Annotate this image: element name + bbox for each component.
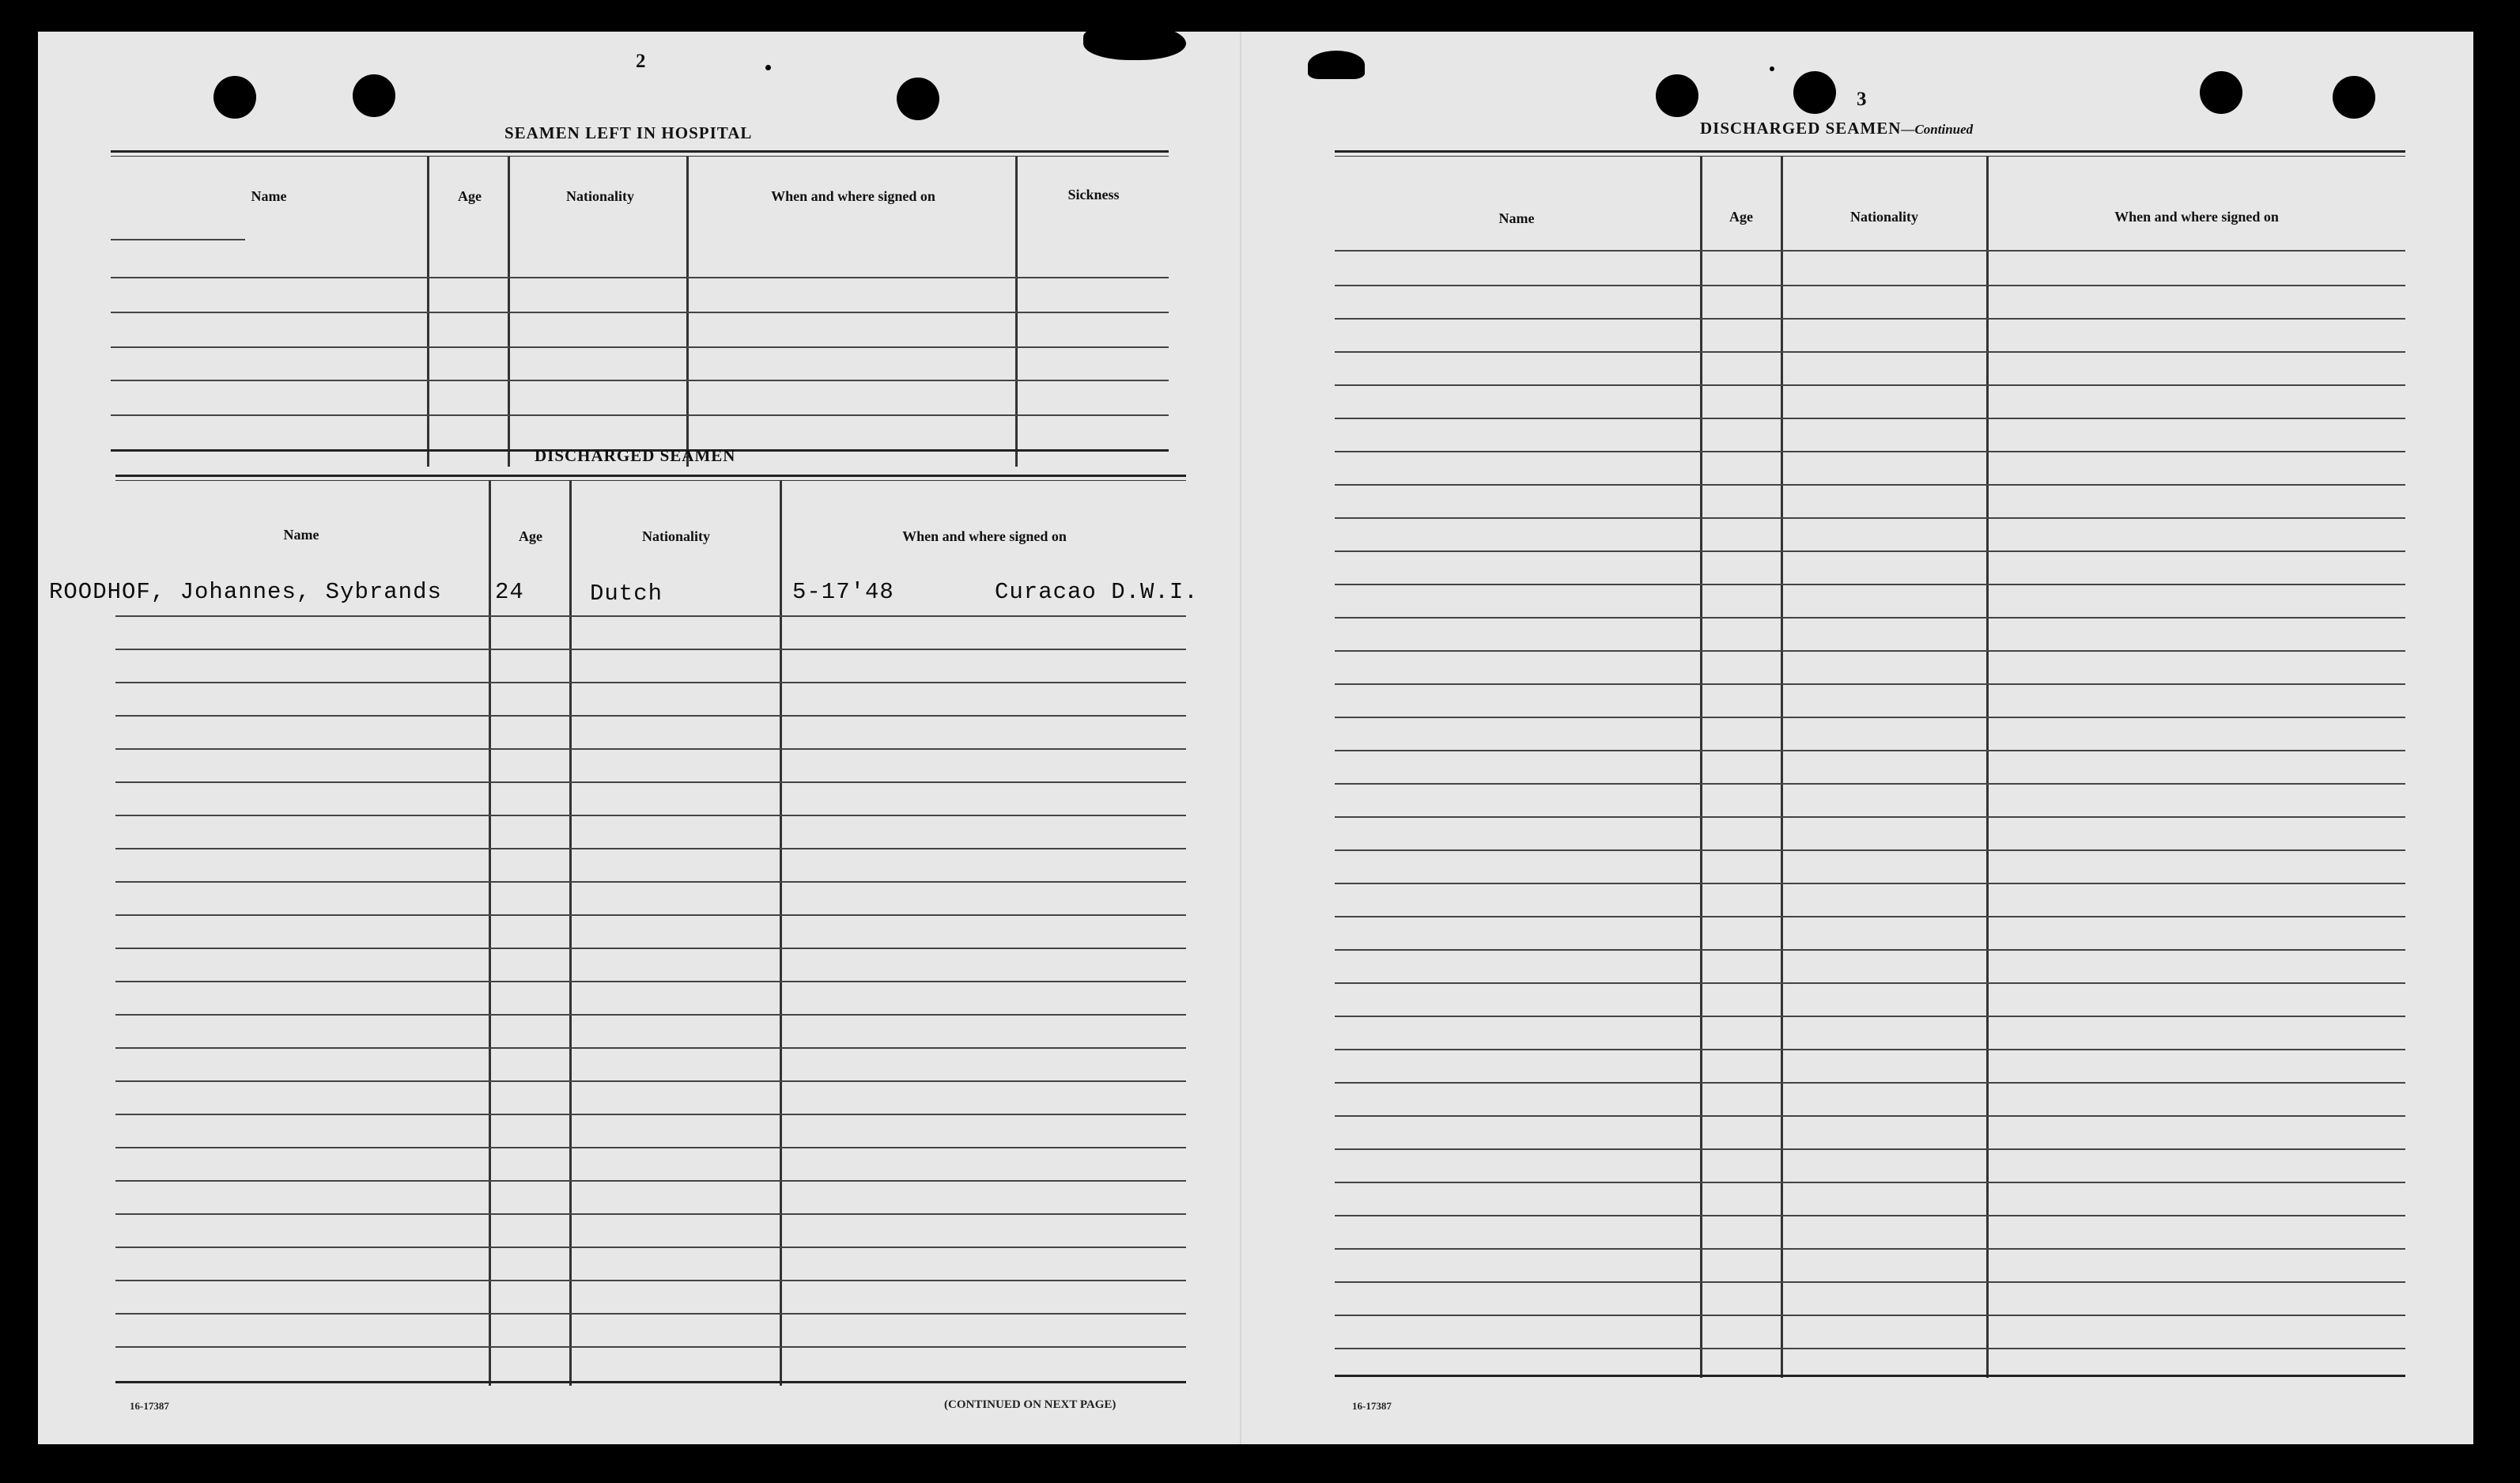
- column-header: Sickness: [1067, 187, 1120, 202]
- column-header: Nationality: [565, 188, 634, 204]
- column-header: Name: [283, 527, 319, 543]
- form-sheet: [38, 32, 2473, 1444]
- table-row-nationality: Dutch: [590, 581, 663, 607]
- punch-hole: [2333, 76, 2375, 119]
- column-header: Age: [1729, 209, 1753, 225]
- discharged-continued-table: [1335, 150, 2405, 1378]
- right-section-title: [1700, 119, 1973, 138]
- right-section-title-main: DISCHARGED SEAMEN: [1700, 119, 1902, 138]
- column-header: Name: [251, 188, 287, 204]
- tear-mark: [1083, 24, 1186, 60]
- column-header: Nationality: [1849, 209, 1918, 225]
- punch-hole: [2200, 71, 2242, 114]
- table-row-date: 5-17'48: [792, 579, 894, 605]
- discharged-section-title: DISCHARGED SEAMEN: [535, 446, 736, 465]
- table-row-age: 24: [495, 579, 524, 605]
- punch-hole: [213, 76, 256, 119]
- hospital-table: [111, 150, 1169, 467]
- column-header: Age: [519, 528, 542, 544]
- page-number: 3: [1857, 89, 1867, 110]
- table-row-place: Curacao D.W.I.: [995, 579, 1199, 605]
- form-number: 16-17387: [1352, 1400, 1392, 1412]
- column-header: When and where signed on: [902, 528, 1067, 544]
- continued-note: (CONTINUED ON NEXT PAGE): [944, 1398, 1116, 1411]
- page-fold: [1240, 32, 1241, 1444]
- hospital-section-title: SEAMEN LEFT IN HOSPITAL: [504, 123, 753, 142]
- table-row-name: ROODHOF, Johannes, Sybrands: [49, 579, 442, 605]
- discharged-table: [49, 475, 1199, 1386]
- punch-hole: [353, 74, 395, 117]
- column-header: Name: [1498, 210, 1535, 226]
- punch-hole: [1793, 71, 1836, 114]
- column-header: When and where signed on: [771, 188, 935, 204]
- column-header: Age: [458, 188, 482, 204]
- column-header: When and where signed on: [2114, 209, 2279, 225]
- page-number: 2: [636, 51, 646, 72]
- right-section-title-suffix: —Continued: [1901, 122, 1974, 137]
- ink-speck: [1770, 66, 1774, 71]
- column-header: Nationality: [641, 528, 710, 544]
- punch-hole: [897, 78, 939, 120]
- tear-mark: [1308, 51, 1365, 79]
- ink-speck: [765, 65, 771, 70]
- punch-hole: [1656, 74, 1698, 117]
- form-number: 16-17387: [130, 1400, 169, 1412]
